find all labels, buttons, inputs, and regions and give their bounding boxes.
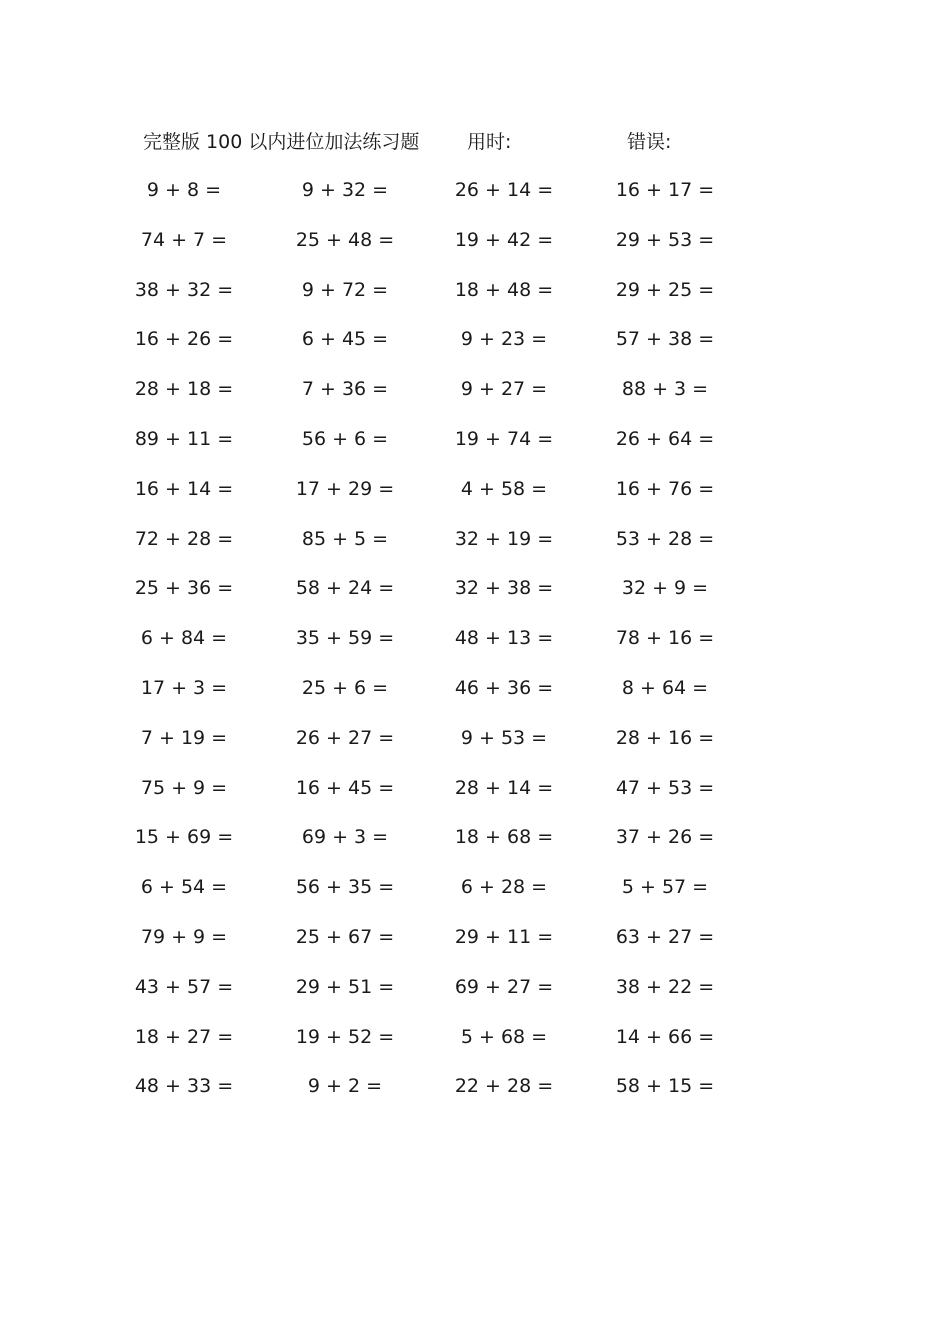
addition-problem: 26 + 64 = xyxy=(615,427,715,450)
addition-problem: 9 + 72 = xyxy=(301,278,389,301)
addition-problem: 18 + 48 = xyxy=(454,278,554,301)
addition-problem: 4 + 58 = xyxy=(460,477,548,500)
addition-problem: 58 + 24 = xyxy=(295,577,395,600)
addition-problem: 79 + 9 = xyxy=(140,925,228,948)
addition-problem: 25 + 6 = xyxy=(301,676,389,699)
addition-problem: 9 + 8 = xyxy=(146,179,222,201)
problem-row xyxy=(0,923,950,973)
problem-grid xyxy=(0,176,950,1122)
problem-row xyxy=(0,973,950,1023)
worksheet-header xyxy=(0,128,950,156)
problem-row xyxy=(0,873,950,923)
addition-problem: 35 + 59 = xyxy=(295,627,395,650)
addition-problem: 38 + 22 = xyxy=(615,975,715,998)
addition-problem: 16 + 17 = xyxy=(615,179,715,201)
problem-row xyxy=(0,1072,950,1122)
addition-problem: 89 + 11 = xyxy=(134,427,234,450)
addition-problem: 16 + 26 = xyxy=(134,328,234,351)
problem-row xyxy=(0,1023,950,1073)
addition-problem: 22 + 28 = xyxy=(454,1075,554,1098)
problem-row xyxy=(0,624,950,674)
problem-row xyxy=(0,425,950,475)
addition-problem: 75 + 9 = xyxy=(140,776,228,799)
addition-problem: 16 + 76 = xyxy=(615,477,715,500)
addition-problem: 26 + 14 = xyxy=(454,179,554,201)
addition-problem: 43 + 57 = xyxy=(134,975,234,998)
addition-problem: 69 + 3 = xyxy=(301,826,389,849)
addition-problem: 18 + 68 = xyxy=(454,826,554,849)
addition-problem: 48 + 13 = xyxy=(454,627,554,650)
addition-problem: 9 + 53 = xyxy=(460,726,548,749)
problem-row xyxy=(0,226,950,276)
addition-problem: 29 + 11 = xyxy=(454,925,554,948)
addition-problem: 63 + 27 = xyxy=(615,925,715,948)
problem-row xyxy=(0,823,950,873)
addition-problem: 9 + 32 = xyxy=(301,179,389,201)
addition-problem: 53 + 28 = xyxy=(615,527,715,550)
addition-problem: 25 + 48 = xyxy=(295,228,395,251)
addition-problem: 32 + 9 = xyxy=(621,577,709,600)
addition-problem: 6 + 45 = xyxy=(301,328,389,351)
addition-problem: 28 + 14 = xyxy=(454,776,554,799)
addition-problem: 85 + 5 = xyxy=(301,527,389,550)
addition-problem: 14 + 66 = xyxy=(615,1025,715,1048)
addition-problem: 16 + 14 = xyxy=(134,477,234,500)
addition-problem: 46 + 36 = xyxy=(454,676,554,699)
problem-row xyxy=(0,674,950,724)
addition-problem: 32 + 38 = xyxy=(454,577,554,600)
problem-row xyxy=(0,475,950,525)
addition-problem: 29 + 51 = xyxy=(295,975,395,998)
addition-problem: 19 + 52 = xyxy=(295,1025,395,1048)
problem-row xyxy=(0,724,950,774)
addition-problem: 25 + 36 = xyxy=(134,577,234,600)
addition-problem: 17 + 3 = xyxy=(140,676,228,699)
problem-row xyxy=(0,574,950,624)
addition-problem: 5 + 57 = xyxy=(621,876,709,899)
addition-problem: 48 + 33 = xyxy=(134,1075,234,1098)
errors-label: 错误: xyxy=(627,131,672,153)
addition-problem: 6 + 54 = xyxy=(140,876,228,899)
problem-row xyxy=(0,276,950,326)
addition-problem: 88 + 3 = xyxy=(621,378,709,401)
addition-problem: 58 + 15 = xyxy=(615,1075,715,1098)
addition-problem: 6 + 28 = xyxy=(460,876,548,899)
problem-row xyxy=(0,176,950,226)
addition-problem: 19 + 74 = xyxy=(454,427,554,450)
addition-problem: 9 + 27 = xyxy=(460,378,548,401)
problem-row xyxy=(0,325,950,375)
addition-problem: 28 + 18 = xyxy=(134,378,234,401)
addition-problem: 15 + 69 = xyxy=(134,826,234,849)
worksheet-title: 完整版 100 以内进位加法练习题 xyxy=(143,131,420,153)
addition-problem: 29 + 53 = xyxy=(615,228,715,251)
addition-problem: 5 + 68 = xyxy=(460,1025,548,1048)
addition-problem: 26 + 27 = xyxy=(295,726,395,749)
addition-problem: 29 + 25 = xyxy=(615,278,715,301)
addition-problem: 72 + 28 = xyxy=(134,527,234,550)
addition-problem: 38 + 32 = xyxy=(134,278,234,301)
addition-problem: 9 + 23 = xyxy=(460,328,548,351)
problem-row xyxy=(0,774,950,824)
addition-problem: 32 + 19 = xyxy=(454,527,554,550)
addition-problem: 28 + 16 = xyxy=(615,726,715,749)
addition-problem: 78 + 16 = xyxy=(615,627,715,650)
addition-problem: 9 + 2 = xyxy=(307,1075,383,1098)
addition-problem: 56 + 6 = xyxy=(301,427,389,450)
addition-problem: 7 + 36 = xyxy=(301,378,389,401)
addition-problem: 17 + 29 = xyxy=(295,477,395,500)
problem-row xyxy=(0,525,950,575)
addition-problem: 8 + 64 = xyxy=(621,676,709,699)
addition-problem: 37 + 26 = xyxy=(615,826,715,849)
addition-problem: 57 + 38 = xyxy=(615,328,715,351)
addition-problem: 7 + 19 = xyxy=(140,726,228,749)
addition-problem: 25 + 67 = xyxy=(295,925,395,948)
problem-row xyxy=(0,375,950,425)
addition-problem: 47 + 53 = xyxy=(615,776,715,799)
addition-problem: 18 + 27 = xyxy=(134,1025,234,1048)
addition-problem: 69 + 27 = xyxy=(454,975,554,998)
addition-problem: 19 + 42 = xyxy=(454,228,554,251)
addition-problem: 6 + 84 = xyxy=(140,627,228,650)
addition-problem: 74 + 7 = xyxy=(140,228,228,251)
time-label: 用时: xyxy=(467,131,512,153)
addition-problem: 56 + 35 = xyxy=(295,876,395,899)
addition-problem: 16 + 45 = xyxy=(295,776,395,799)
